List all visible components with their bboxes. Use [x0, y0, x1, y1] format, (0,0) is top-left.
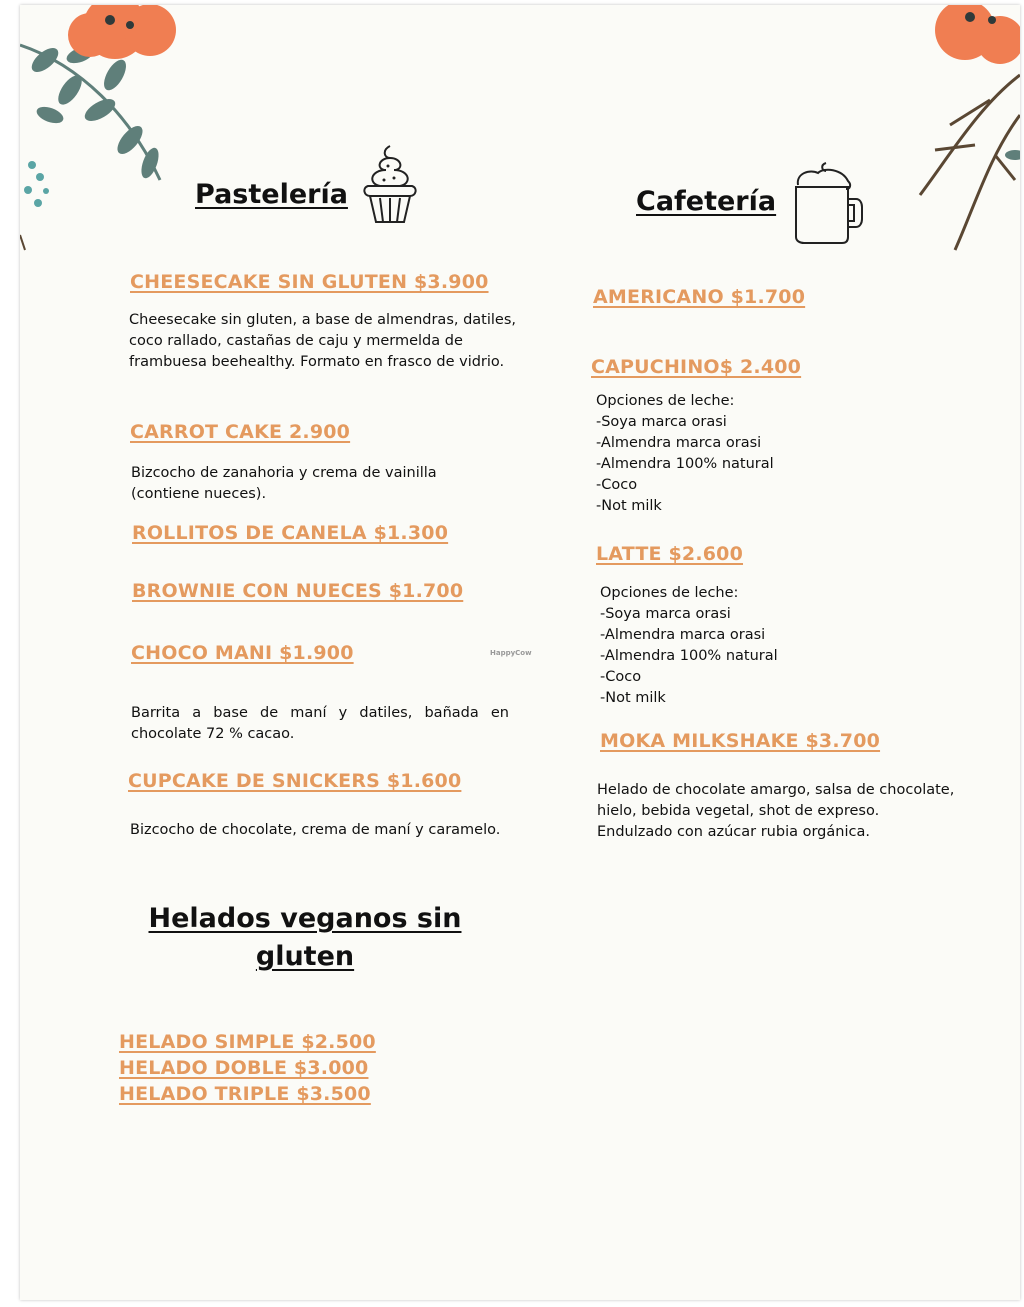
- item-description-choco-mani: Barrita a base de maní y datiles, bañada en chocolate 72 % cacao.: [131, 705, 509, 742]
- cafeteria-title: Cafetería: [636, 186, 777, 217]
- menu-page: [20, 5, 1020, 1300]
- capuchino-milk-options: [596, 391, 774, 517]
- mug-icon: [790, 157, 865, 247]
- item-description-carrot-cake: Bizcocho de zanahoria y crema de vainilla (contiene nueces).: [131, 465, 437, 502]
- menu-item-carrot-cake: CARROT CAKE 2.900: [130, 421, 351, 443]
- menu-item-cupcake-snickers: CUPCAKE DE SNICKERS $1.600: [128, 770, 462, 792]
- option-line: -Almendra 100% natural: [596, 456, 774, 472]
- menu-item-latte: LATTE $2.600: [596, 543, 744, 565]
- option-line: Opciones de leche:: [600, 585, 739, 601]
- floral-decoration-right: [880, 5, 1020, 265]
- helados-title-line1: Helados veganos sin: [148, 903, 462, 934]
- option-line: -Almendra marca orasi: [596, 435, 762, 451]
- helados-title: [105, 900, 505, 976]
- option-line: -Coco: [596, 477, 638, 493]
- menu-item-helado-simple: HELADO SIMPLE $2.500: [119, 1031, 376, 1053]
- menu-item-americano: AMERICANO $1.700: [593, 286, 806, 308]
- pasteleria-title: Pastelería: [195, 179, 348, 210]
- menu-item-moka-milkshake: MOKA MILKSHAKE $3.700: [600, 730, 881, 752]
- option-line: -Not milk: [600, 690, 666, 706]
- menu-item-brownie: BROWNIE CON NUECES $1.700: [132, 580, 464, 602]
- option-line: Opciones de leche:: [596, 393, 735, 409]
- menu-item-rollitos: ROLLITOS DE CANELA $1.300: [132, 522, 449, 544]
- helados-title-line2: gluten: [255, 941, 355, 972]
- menu-item-helado-triple: HELADO TRIPLE $3.500: [119, 1083, 371, 1105]
- option-line: -Soya marca orasi: [600, 606, 731, 622]
- option-line: -Not milk: [596, 498, 662, 514]
- menu-item-cheesecake: CHEESECAKE SIN GLUTEN $3.900: [130, 271, 489, 293]
- menu-item-choco-mani: CHOCO MANI $1.900: [131, 642, 354, 664]
- item-description-moka-milkshake: Helado de chocolate amargo, salsa de chocolate, hielo, bebida vegetal, shot de expreso. Endulzado con azúcar rubia orgánica.: [597, 782, 955, 840]
- option-line: -Coco: [600, 669, 642, 685]
- watermark: HappyCow: [490, 649, 532, 657]
- option-line: -Almendra 100% natural: [600, 648, 778, 664]
- item-description-cheesecake: Cheesecake sin gluten, a base de almendras, datiles, coco rallado, castañas de caju y mermelda de frambuesa beehealthy. Formato en frasco de vidrio.: [129, 312, 517, 370]
- option-line: -Almendra marca orasi: [600, 627, 766, 643]
- menu-item-capuchino: CAPUCHINO$ 2.400: [591, 356, 802, 378]
- helados-list: [119, 1029, 376, 1107]
- floral-decoration-left: [20, 5, 200, 255]
- menu-item-helado-doble: HELADO DOBLE $3.000: [119, 1057, 369, 1079]
- latte-milk-options: [600, 583, 778, 709]
- item-description-cupcake-snickers: Bizcocho de chocolate, crema de maní y caramelo.: [130, 822, 501, 838]
- cupcake-icon: [358, 140, 423, 225]
- option-line: -Soya marca orasi: [596, 414, 727, 430]
